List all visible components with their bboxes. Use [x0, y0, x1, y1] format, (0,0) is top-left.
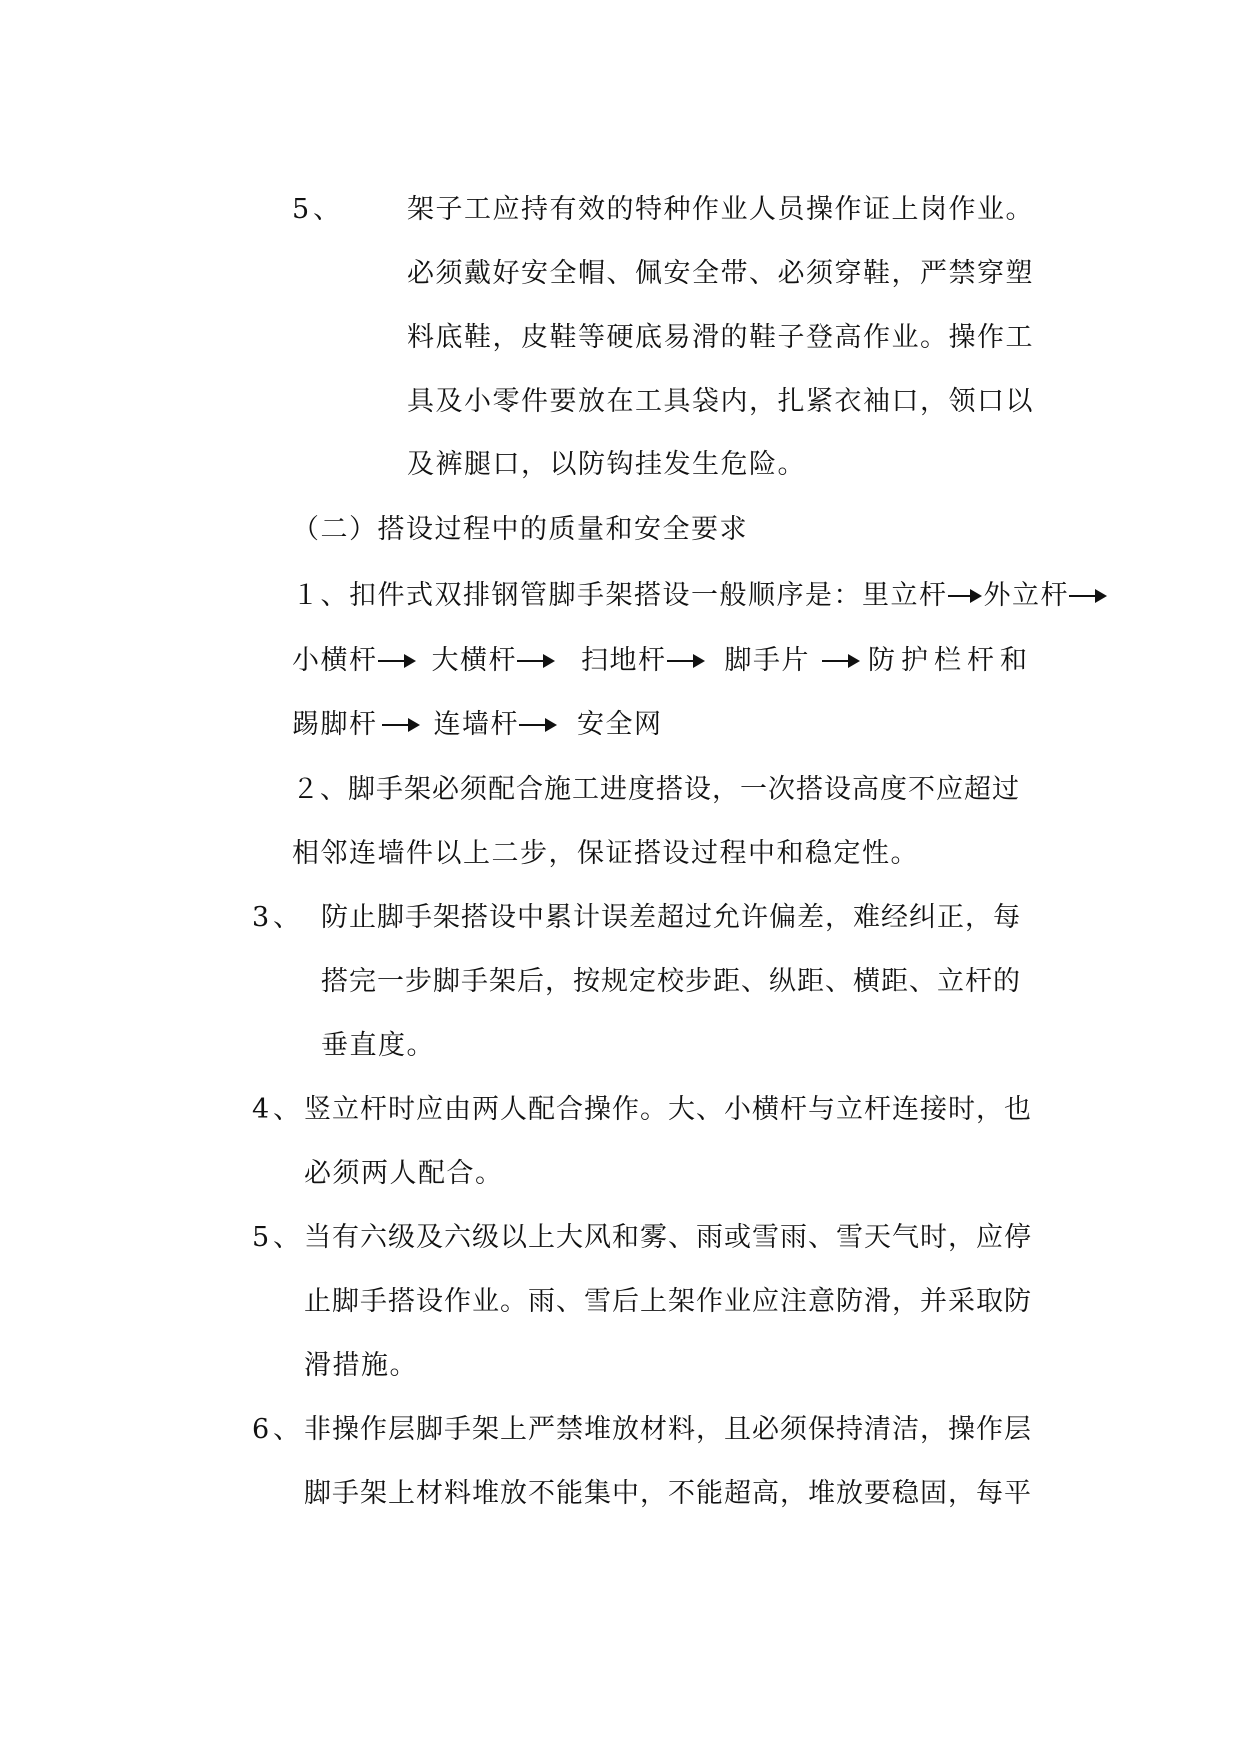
step2-line-2: 相邻连墙件以上二步，保证搭设过程中和稳定性。 [292, 838, 919, 869]
seq-item-small-bar: 小横杆 [292, 645, 378, 676]
seq-item-sweep-pole: 扫地杆 [581, 645, 667, 676]
arrow-right-icon [517, 643, 557, 679]
step5-line-1: 当有六级及六级以上大风和雾、雨或雪雨、雪天气时，应停 [304, 1222, 1032, 1253]
seq-item-outer-pole: 外立杆 [983, 580, 1069, 611]
seq-item-guardrail: 防护栏杆和 [868, 645, 1033, 676]
seq-item-safety-net: 安全网 [577, 709, 663, 740]
seq-item-board: 脚手片 [724, 645, 810, 676]
item5-line-2: 必须戴好安全帽、佩安全带、必须穿鞋，严禁穿塑 [407, 258, 1034, 289]
item5-line-5: 及裤腿口，以防钩挂发生危险。 [407, 449, 806, 480]
item5-number: 5、 [292, 194, 345, 225]
step1-line-2 [292, 643, 1033, 679]
step4-line-1: 竖立杆时应由两人配合操作。大、小横杆与立杆连接时，也 [304, 1094, 1032, 1125]
arrow-right-icon [1069, 578, 1109, 614]
seq-item-large-bar: 大横杆 [431, 645, 517, 676]
arrow-right-icon [378, 643, 418, 679]
item5-line-3: 料底鞋，皮鞋等硬底易滑的鞋子登高作业。操作工 [407, 322, 1034, 353]
step5-line-3: 滑措施。 [304, 1350, 418, 1381]
item5-line-1: 架子工应持有效的特种作业人员操作证上岗作业。 [407, 194, 1034, 225]
arrow-right-icon [382, 707, 422, 743]
seq-item-toe-board: 踢脚杆 [292, 709, 378, 740]
arrow-right-icon [519, 707, 559, 743]
step6-number: 6、 [252, 1414, 305, 1445]
step4-number: 4、 [252, 1094, 305, 1125]
step1-intro: １、扣件式双排钢管脚手架搭设一般顺序是：里立杆 [292, 580, 948, 611]
seq-item-wall-tie: 连墙杆 [433, 709, 519, 740]
step3-line-2: 搭完一步脚手架后，按规定校步距、纵距、横距、立杆的 [321, 966, 1021, 997]
step3-number: 3、 [252, 902, 305, 933]
step4-line-2: 必须两人配合。 [304, 1158, 504, 1189]
step3-line-3: 垂直度。 [321, 1030, 435, 1061]
arrow-right-icon [667, 643, 707, 679]
arrow-right-icon [822, 643, 862, 679]
step1-line-3 [292, 707, 663, 743]
step1-line-1 [292, 578, 1109, 614]
step6-line-1: 非操作层脚手架上严禁堆放材料，且必须保持清洁，操作层 [304, 1414, 1032, 1445]
arrow-right-icon [948, 578, 984, 614]
step3-line-1: 防止脚手架搭设中累计误差超过允许偏差，难经纠正，每 [321, 902, 1021, 933]
step2-line-1: ２、脚手架必须配合施工进度搭设，一次搭设高度不应超过 [292, 774, 1020, 805]
step6-line-2: 脚手架上材料堆放不能集中，不能超高，堆放要稳固，每平 [304, 1478, 1032, 1509]
item5-line-4: 具及小零件要放在工具袋内，扎紧衣袖口，领口以 [407, 386, 1034, 417]
step5-line-2: 止脚手搭设作业。雨、雪后上架作业应注意防滑，并采取防 [304, 1286, 1032, 1317]
step5-number: 5、 [252, 1222, 305, 1253]
section-heading: （二）搭设过程中的质量和安全要求 [292, 514, 748, 545]
